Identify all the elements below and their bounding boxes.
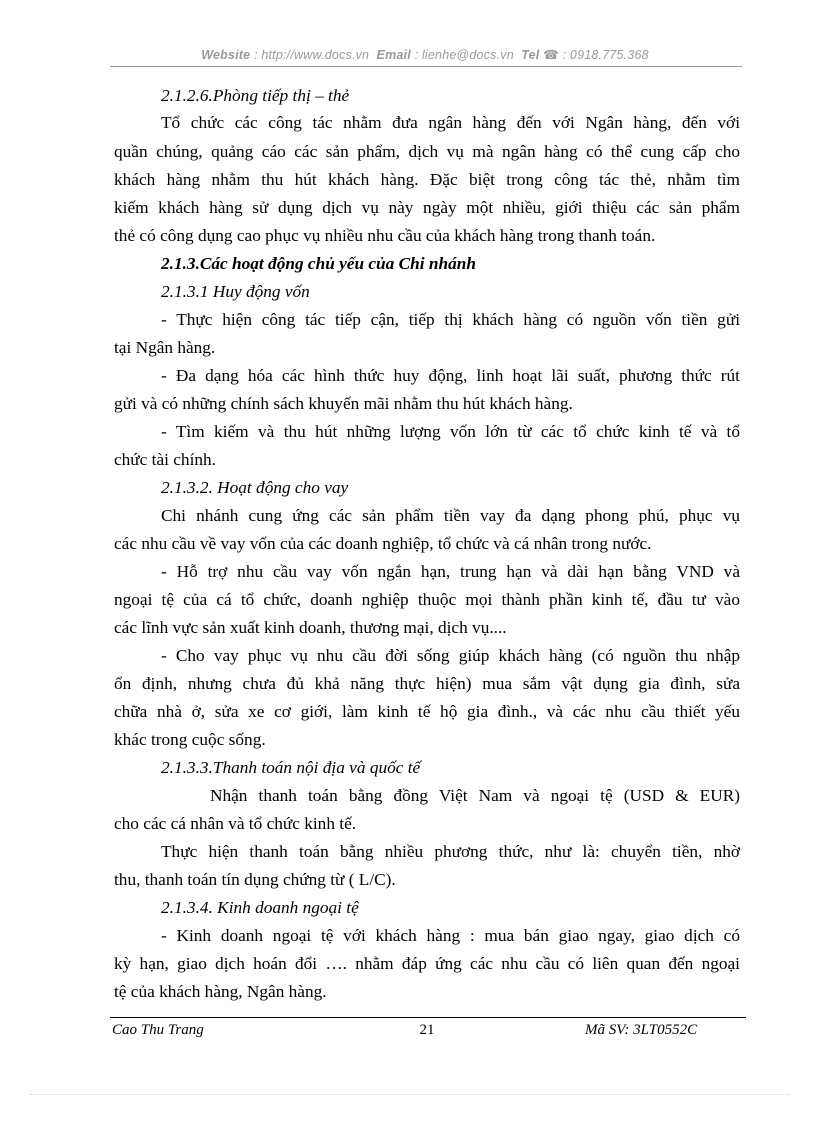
paragraph-line: quần chúng, quảng cáo các sản phẩm, dịch vụ mà ngân hàng có thể cung cấp cho <box>114 142 740 161</box>
tel-value: ☎ : 0918.775.368 <box>543 48 649 62</box>
paragraph-line: khác trong cuộc sống. <box>114 730 266 749</box>
paragraph-line: - Hỗ trợ nhu cầu vay vốn ngắn hạn, trung hạn và dài hạn bằng VND và <box>161 562 740 581</box>
page-header <box>110 47 740 62</box>
section-heading-2-1-3: 2.1.3.Các hoạt động chủ yếu của Chi nhánh <box>161 254 476 273</box>
email-value: : lienhe@docs.vn <box>414 48 514 62</box>
paragraph-line: - Kinh doanh ngoại tệ với khách hàng : mua bán giao ngay, giao dịch có <box>161 926 740 945</box>
paragraph-line: - Tìm kiếm và thu hút những lượng vốn lớn từ các tổ chức kinh tế và tổ <box>161 422 740 441</box>
section-heading-2-1-3-3: 2.1.3.3.Thanh toán nội địa và quốc tế <box>161 758 421 777</box>
paragraph-line: thu, thanh toán tín dụng chứng từ ( L/C). <box>114 870 396 889</box>
paragraph-line: ngoại tệ của cá tổ chức, doanh nghiệp thuộc mọi thành phần kinh tế, đầu tư vào <box>114 590 740 609</box>
paragraph-line: khách hàng nhằm thu hút khách hàng. Đặc biệt trong công tác thẻ, nhằm tìm <box>114 170 740 189</box>
paragraph-line: gửi và có những chính sách khuyến mãi nhằm thu hút khách hàng. <box>114 394 573 413</box>
paragraph-line: Nhận thanh toán bằng đồng Việt Nam và ngoại tệ (USD & EUR) <box>210 786 740 805</box>
paragraph-line: - Thực hiện công tác tiếp cận, tiếp thị khách hàng có nguồn vốn tiền gửi <box>161 310 740 329</box>
header-divider <box>110 66 742 67</box>
paragraph-line: tại Ngân hàng. <box>114 338 216 357</box>
section-heading-2-1-3-2: 2.1.3.2. Hoạt động cho vay <box>161 478 349 497</box>
footer-author: Cao Thu Trang <box>112 1022 204 1038</box>
paragraph-line: các lĩnh vực sản xuất kinh doanh, thương mại, dịch vụ.... <box>114 618 507 637</box>
paragraph-line: Tổ chức các công tác nhằm đưa ngân hàng đến với Ngân hàng, đến với <box>161 113 740 132</box>
paragraph-line: thẻ có công dụng cao phục vụ nhiều nhu cầu của khách hàng trong thanh toán. <box>114 226 656 245</box>
paragraph-line: ổn định, nhưng chưa đủ khả năng thực hiện) mua sắm vật dụng gia đình, sửa <box>114 674 740 693</box>
page-edge-divider <box>30 1094 790 1095</box>
paragraph-line: cho các cá nhân và tổ chức kinh tế. <box>114 814 357 833</box>
page-number: 21 <box>419 1022 435 1038</box>
email-label: Email <box>376 48 411 62</box>
website-label: Website <box>201 48 251 62</box>
footer-student-id: Mã SV: 3LT0552C <box>585 1022 698 1038</box>
paragraph-line: tệ của khách hàng, Ngân hàng. <box>114 982 327 1001</box>
tel-label: Tel <box>521 48 540 62</box>
paragraph-line: Thực hiện thanh toán bằng nhiều phương thức, như là: chuyển tiền, nhờ <box>161 842 740 861</box>
paragraph-line: Chi nhánh cung ứng các sản phẩm tiền vay đa dạng phong phú, phục vụ <box>161 506 740 525</box>
section-heading-2-1-3-1: 2.1.3.1 Huy động vốn <box>161 282 310 301</box>
paragraph-line: chức tài chính. <box>114 450 216 469</box>
footer-divider <box>110 1017 746 1018</box>
section-heading-2-1-3-4: 2.1.3.4. Kinh doanh ngoại tệ <box>161 898 359 917</box>
paragraph-line: chữa nhà ở, sửa xe cơ giới, làm kinh tế hộ gia đình., và các nhu cầu thiết yếu <box>114 702 740 721</box>
paragraph-line: - Cho vay phục vụ nhu cầu đời sống giúp khách hàng (có nguồn thu nhập <box>161 646 740 665</box>
paragraph-line: kiếm khách hàng sử dụng dịch vụ này ngày một nhiều, giới thiệu các sản phẩm <box>114 198 740 217</box>
page-footer <box>112 1022 742 1042</box>
paragraph-line: kỳ hạn, giao dịch hoán đổi …. nhằm đáp ứng các nhu cầu có liên quan đến ngoại <box>114 954 740 973</box>
website-value: : http://www.docs.vn <box>254 48 370 62</box>
paragraph-line: các nhu cầu về vay vốn của các doanh nghiệp, tổ chức và cá nhân trong nước. <box>114 534 652 553</box>
paragraph-line: - Đa dạng hóa các hình thức huy động, linh hoạt lãi suất, phương thức rút <box>161 366 740 385</box>
section-heading-2-1-2-6: 2.1.2.6.Phòng tiếp thị – thẻ <box>161 86 350 105</box>
